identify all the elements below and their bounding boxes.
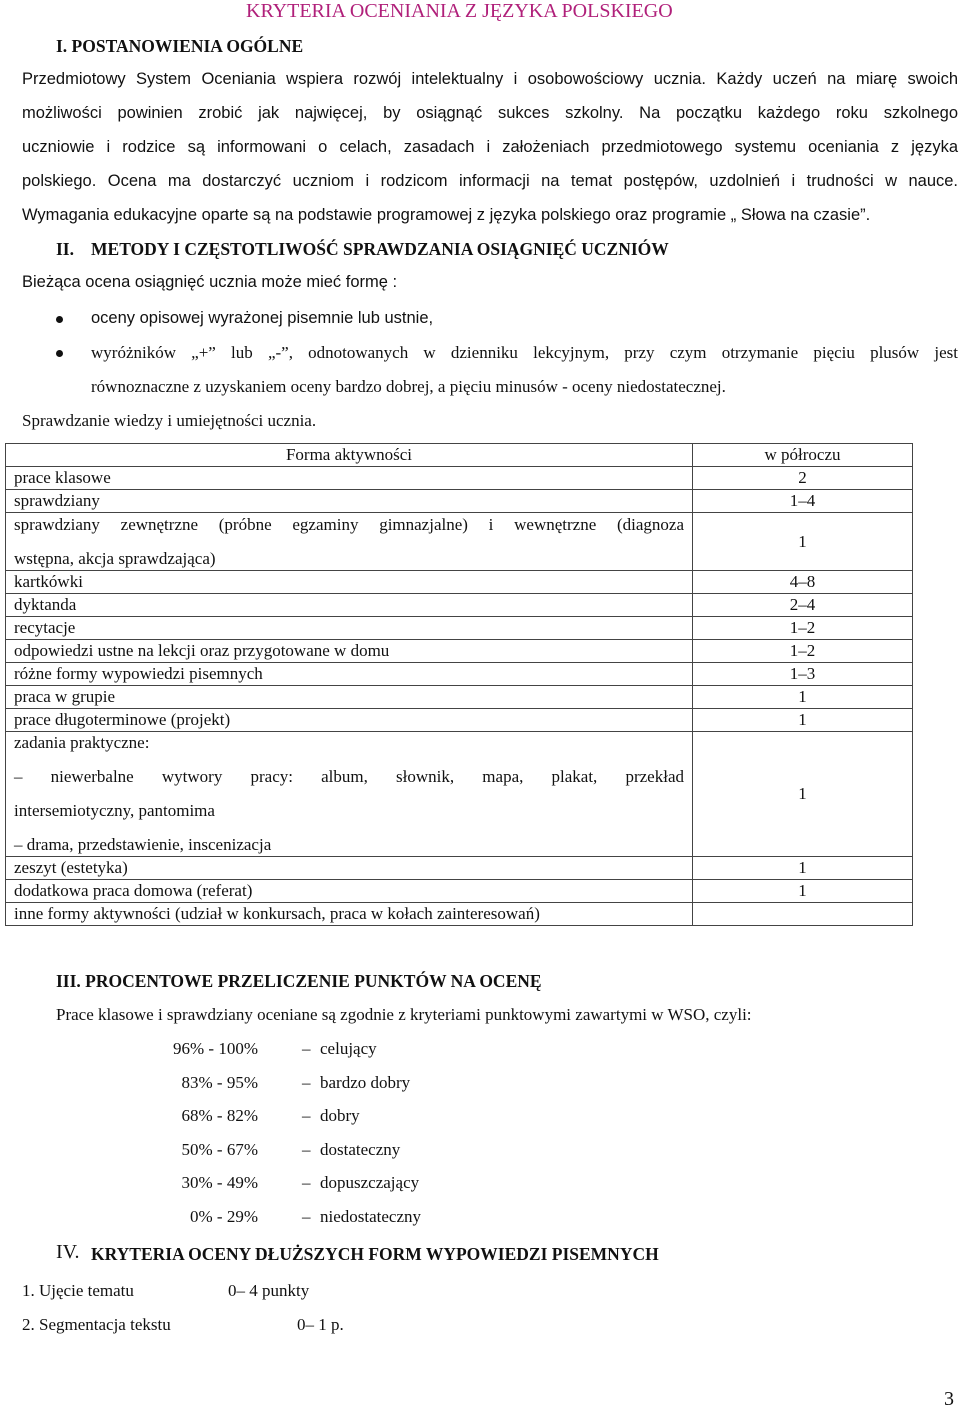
grade-dash: – (302, 1173, 311, 1192)
criterion-label: 1. Ujęcie tematu (22, 1281, 134, 1300)
table-row (6, 571, 913, 594)
table-cell-activity: praca w grupie (6, 686, 693, 709)
table-cell-activity: dodatkowa praca domowa (referat) (6, 880, 693, 903)
table-cell-frequency: 1 (693, 880, 913, 903)
section-2-number: II. (56, 239, 74, 259)
table-row (6, 709, 913, 732)
grade-dash: – (302, 1106, 311, 1125)
criterion-label: 2. Segmentacja tekstu (22, 1315, 171, 1334)
table-cell-activity: prace klasowe (6, 467, 693, 490)
grade-dash: – (302, 1207, 311, 1226)
table-cell-frequency: 1–3 (693, 663, 913, 686)
table-cell-activity: kartkówki (6, 571, 693, 594)
table-cell-line: zadania praktyczne: (14, 733, 150, 752)
table-cell-frequency: 1 (693, 686, 913, 709)
table-cell-activity (6, 513, 693, 571)
grade-label: dobry (320, 1106, 360, 1125)
table-cell-activity: recytacje (6, 617, 693, 640)
table-cell-frequency: 1 (693, 857, 913, 880)
grade-label: bardzo dobry (320, 1073, 411, 1092)
table-row (6, 903, 913, 926)
table-row (6, 857, 913, 880)
section-4-number: IV. (56, 1241, 80, 1263)
grade-dash: – (302, 1073, 311, 1092)
table-header-form: Forma aktywności (6, 444, 693, 467)
criterion-value: 0– 4 punkty (228, 1281, 310, 1300)
table-cell-line: wstępna, akcja sprawdzająca) (14, 549, 216, 568)
section-1-line-1: Przedmiotowy System Oceniania wspiera rozwój intelektualny i osobowościowy ucznia. Każdy uczeń na miarę swoich (22, 70, 958, 88)
grade-label: dostateczny (320, 1140, 401, 1159)
table-row (6, 594, 913, 617)
grade-range: 83% - 95% (181, 1073, 258, 1092)
bullet-icon (56, 350, 63, 357)
grade-range: 0% - 29% (190, 1207, 258, 1226)
bullet-icon (56, 316, 63, 323)
table-row (6, 513, 913, 571)
table-cell-frequency: 2 (693, 467, 913, 490)
table-row (6, 490, 913, 513)
table-cell-line: intersemiotyczny, pantomima (14, 801, 215, 820)
section-1-line-5: Wymagania edukacyjne oparte są na podstawie programowej z języka polskiego oraz programie „ Słowa na czasie”. (22, 206, 871, 224)
criterion-value: 0– 1 p. (297, 1315, 344, 1334)
table-cell-activity: odpowiedzi ustne na lekcji oraz przygotowane w domu (6, 640, 693, 663)
page-number: 3 (944, 1388, 954, 1410)
table-cell-frequency (693, 903, 913, 926)
bullet-item-1: oceny opisowej wyrażonej pisemnie lub ustnie, (91, 309, 434, 327)
table-cell-activity: dyktanda (6, 594, 693, 617)
section-2-heading: METODY I CZĘSTOTLIWOŚĆ SPRAWDZANIA OSIĄGNIĘĆ UCZNIÓW (91, 239, 669, 259)
table-row (6, 467, 913, 490)
grade-dash: – (302, 1140, 311, 1159)
section-2-intro: Bieżąca ocena osiągnięć ucznia może mieć formę : (22, 273, 398, 291)
section-4-heading: KRYTERIA OCENY DŁUŻSZYCH FORM WYPOWIEDZI PISEMNYCH (91, 1244, 659, 1264)
table-cell-frequency: 1–2 (693, 640, 913, 663)
grade-label: celujący (320, 1039, 377, 1058)
section-1-line-3: uczniowie i rodzice są informowani o celach, zasadach i założeniach przedmiotowego systemu oceniania z języka (22, 138, 958, 156)
document-title: KRYTERIA OCENIANIA Z JĘZYKA POLSKIEGO (246, 0, 673, 22)
table-cell-activity: różne formy wypowiedzi pisemnych (6, 663, 693, 686)
table-row (6, 732, 913, 857)
grade-dash: – (302, 1039, 311, 1058)
table-header-row (6, 444, 913, 467)
table-cell-activity: inne formy aktywności (udział w konkursach, praca w kołach zainteresowań) (6, 903, 693, 926)
section-1-heading: I. POSTANOWIENIA OGÓLNE (56, 36, 304, 56)
table-row (6, 686, 913, 709)
table-cell-frequency: 1 (693, 513, 913, 571)
table-cell-frequency: 2–4 (693, 594, 913, 617)
table-cell-activity (6, 732, 693, 857)
table-cell-frequency: 1 (693, 732, 913, 857)
section-1-line-2: możliwości powinien zrobić jak najwięcej, by osiągnąć sukces szkolny. Na początku każdego roku szkolnego (22, 104, 958, 122)
table-cell-line: – niewerbalne wytwory pracy: album, słownik, mapa, plakat, przekład (14, 767, 684, 786)
grade-label: niedostateczny (320, 1207, 422, 1226)
section-2-after-text: Sprawdzanie wiedzy i umiejętności ucznia. (22, 411, 317, 430)
grade-range: 68% - 82% (181, 1106, 258, 1125)
table-row (6, 880, 913, 903)
grade-range: 96% - 100% (173, 1039, 258, 1058)
bullet-item-2: wyróżników „+” lub „-”, odnotowanych w dzienniku lekcyjnym, przy czym otrzymanie pięciu plusów jest (91, 343, 958, 362)
table-cell-activity: sprawdziany (6, 490, 693, 513)
section-1-line-4: polskiego. Ocena ma dostarczyć uczniom i rodzicom informacji na temat postępów, uzdolnień i trudności w nauce. (22, 172, 958, 190)
bullet-item-2-continued: równoznaczne z uzyskaniem oceny bardzo dobrej, a pięciu minusów - oceny niedostatecznej. (91, 377, 726, 396)
table-header-frequency: w półroczu (693, 444, 913, 467)
grade-range: 30% - 49% (181, 1173, 258, 1192)
table-cell-frequency: 1–4 (693, 490, 913, 513)
table-cell-activity: zeszyt (estetyka) (6, 857, 693, 880)
grade-range: 50% - 67% (181, 1140, 258, 1159)
table-cell-frequency: 1–2 (693, 617, 913, 640)
table-cell-line: – drama, przedstawienie, inscenizacja (14, 835, 272, 854)
table-row (6, 640, 913, 663)
table-cell-line: sprawdziany zewnętrzne (próbne egzaminy gimnazjalne) i wewnętrzne (diagnoza (14, 515, 684, 534)
activity-table (5, 443, 913, 926)
table-cell-frequency: 4–8 (693, 571, 913, 594)
grade-label: dopuszczający (320, 1173, 420, 1192)
table-row (6, 663, 913, 686)
table-row (6, 617, 913, 640)
table-cell-activity: prace długoterminowe (projekt) (6, 709, 693, 732)
section-3-intro: Prace klasowe i sprawdziany oceniane są zgodnie z kryteriami punktowymi zawartymi w WSO, czyli: (56, 1005, 752, 1024)
section-3-heading: III. PROCENTOWE PRZELICZENIE PUNKTÓW NA OCENĘ (56, 971, 542, 991)
table-cell-frequency: 1 (693, 709, 913, 732)
